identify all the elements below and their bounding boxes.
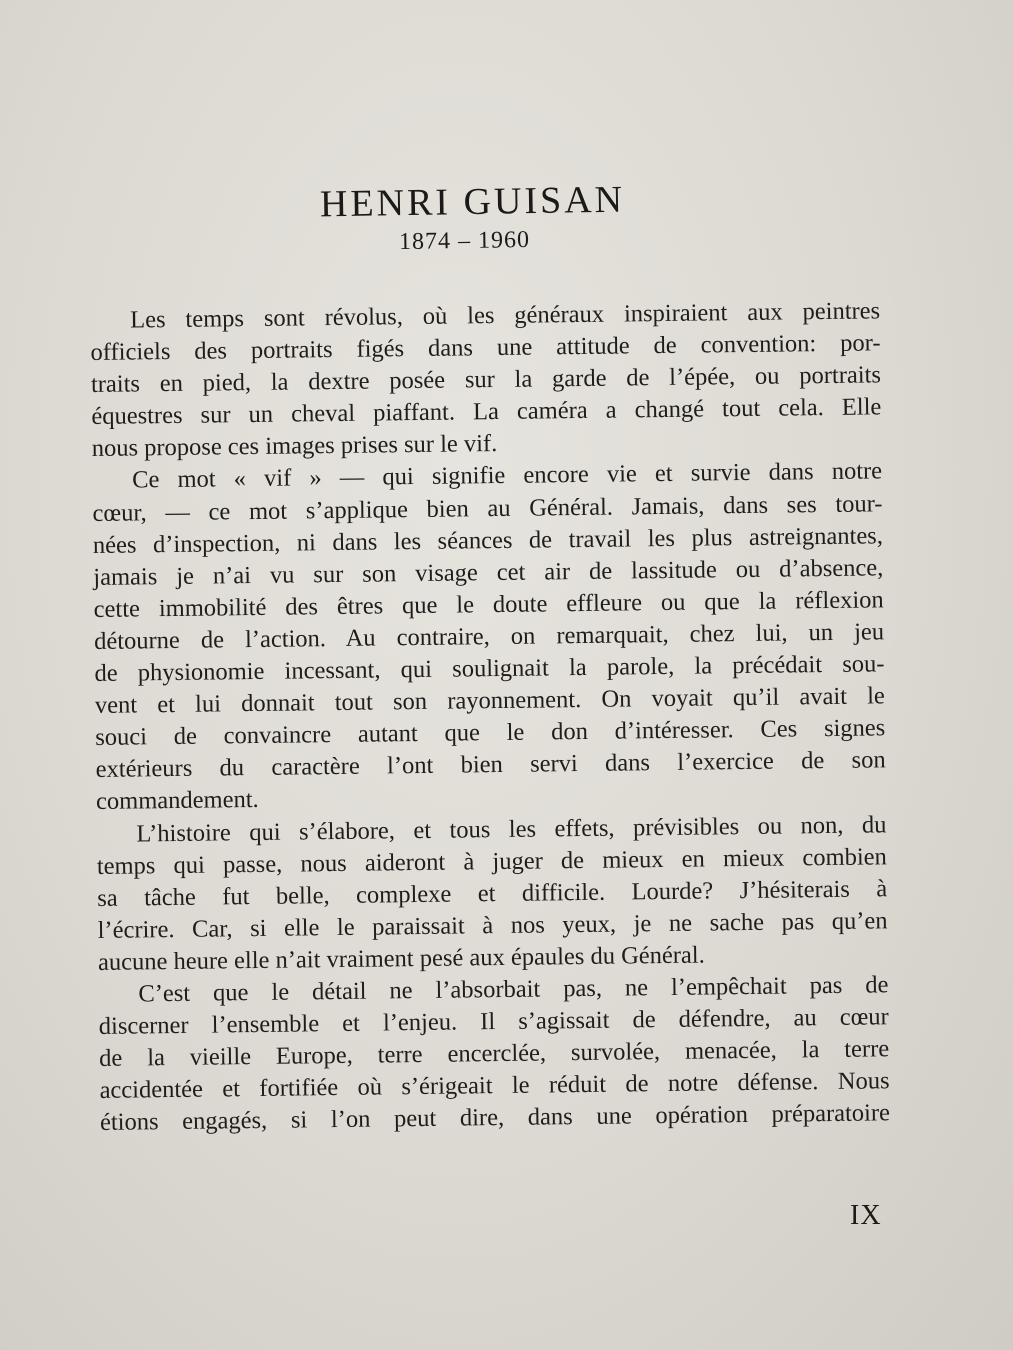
text-line: temps qui passe, nous aideront à juger de mieux en mieux combien [96, 842, 887, 880]
chapter-title: HENRI GUISAN [319, 178, 626, 226]
text-line: équestres sur un cheval piaffant. La caméra a changé tout cela. Elle [91, 393, 882, 431]
text-line: C’est que le détail ne l’absorbait pas, ne l’empêchait pas de [138, 971, 889, 1008]
text-line: nous propose ces images prises sur le vif. [91, 430, 498, 463]
text-line: étions engagés, si l’on peut dire, dans une opération préparatoire [99, 1099, 891, 1137]
text-line: nées d’inspection, ni dans les séances de travail les plus astreignantes, [92, 521, 884, 559]
text-line: Ce mot « vif » — qui signifie encore vie et survie dans notre [131, 457, 883, 494]
text-line: cœur, — ce mot s’applique bien au Général. Jamais, dans ses tour- [92, 489, 883, 527]
text-line: discerner l’ensemble et l’enjeu. Il s’agissait de défendre, au cœur [98, 1003, 889, 1041]
text-line: commandement. [95, 786, 259, 816]
text-line: sa tâche fut belle, complexe et difficile. Lourde? J’hésiterais à [97, 874, 888, 912]
text-line: L’histoire qui s’élabore, et tous les effets, prévisibles ou non, du [136, 810, 887, 847]
text-line: officiels des portraits figés dans une attitude de convention: por- [90, 329, 881, 367]
chapter-dates: 1874 – 1960 [398, 226, 531, 256]
text-line: Les temps sont révolus, où les généraux inspiraient aux peintres [130, 297, 881, 334]
text-line: détourne de l’action. Au contraire, on remarquait, chez lui, un jeu [93, 618, 885, 655]
text-line: de physionomie incessant, qui soulignait la parole, la précédait sou- [94, 650, 885, 688]
text-line: de la vieille Europe, terre encerclée, survolée, menacée, la terre [99, 1035, 890, 1073]
text-line: aucune heure elle n’ait vraiment pesé aux épaules du Général. [97, 941, 705, 976]
text-line: traits en pied, la dextre posée sur la garde de l’épée, ou portraits [90, 361, 882, 399]
text-line: extérieurs du caractère l’ont bien servi dans l’exercice de son [95, 746, 886, 784]
text-line: vent et lui donnait tout son rayonnement. On voyait qu’il avait le [94, 682, 886, 720]
text-line: jamais je n’ai vu sur son visage cet air de lassitude ou d’absence, [93, 554, 884, 591]
text-line: cette immobilité des êtres que le doute effleure ou que la réflexion [93, 586, 884, 623]
body-text [90, 295, 890, 1139]
page-number: IX [850, 1200, 882, 1231]
text-line: l’écrire. Car, si elle le paraissait à nos yeux, je ne sache pas qu’en [97, 907, 888, 944]
text-line: souci de convaincre autant que le don d’intéresser. Ces signes [95, 714, 886, 752]
text-line: accidentée et fortifiée où s’érigeait le réduit de notre défense. Nous [99, 1067, 890, 1105]
